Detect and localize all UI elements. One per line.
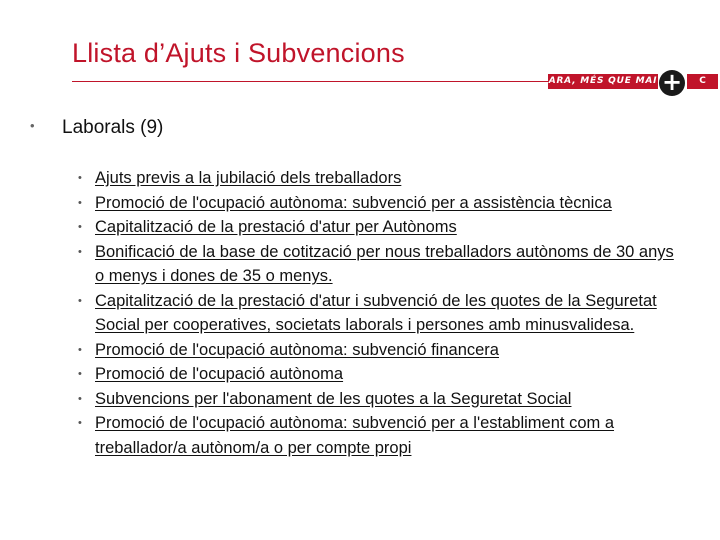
- aid-link[interactable]: Promoció de l'ocupació autònoma: subvenció per a l'establiment com a treballador/a autònom/a o per compte propi: [95, 414, 615, 457]
- bullet-icon: •: [78, 417, 82, 429]
- bullet-icon: •: [78, 172, 82, 184]
- aid-link[interactable]: Capitalització de la prestació d'atur per Autònoms: [95, 218, 457, 236]
- list-item: [78, 387, 678, 412]
- aid-link[interactable]: Promoció de l'ocupació autònoma: subvenció financera: [95, 340, 499, 359]
- list-item: [78, 289, 678, 338]
- list-item: [78, 338, 678, 363]
- aid-link[interactable]: Subvencions per l'abonament de les quotes a la Seguretat Social: [95, 389, 572, 408]
- aid-link[interactable]: Bonificació de la base de cotització per nous treballadors autònoms de 30 anys o menys i dones de 35 o menys.: [95, 242, 674, 285]
- aid-link[interactable]: Promoció de l'ocupació autònoma: [95, 365, 344, 383]
- list-item: [78, 240, 678, 289]
- aid-link[interactable]: Capitalització de la prestació d'atur i subvenció de les quotes de la Seguretat Social per cooperatives, societats laborals i persones amb minusvalidesa.: [95, 291, 657, 334]
- bullet-icon: •: [78, 368, 82, 380]
- section-label: Laborals (9): [62, 117, 164, 138]
- brand-tail: C: [687, 74, 718, 89]
- bullet-icon: •: [78, 294, 82, 307]
- list-item: [78, 215, 678, 240]
- bullet-icon: •: [78, 343, 82, 356]
- aid-link-list: [78, 166, 678, 460]
- list-item: [78, 362, 678, 387]
- list-item: [78, 411, 678, 460]
- list-item: [78, 191, 678, 216]
- aid-link[interactable]: Ajuts previs a la jubilació dels treballadors: [95, 169, 402, 187]
- bullet-icon: •: [30, 118, 35, 133]
- plus-icon: +: [659, 70, 685, 96]
- title-divider: [72, 81, 550, 82]
- brand-tagline: ARA, MÉS QUE MAI: [548, 74, 658, 89]
- bullet-icon: •: [78, 221, 82, 233]
- page-title: Llista d’Ajuts i Subvencions: [72, 38, 405, 68]
- bullet-icon: •: [78, 392, 82, 405]
- aid-link[interactable]: Promoció de l'ocupació autònoma: subvenció per a assistència tècnica: [95, 193, 612, 212]
- bullet-icon: •: [78, 196, 82, 209]
- list-item: [78, 166, 678, 191]
- bullet-icon: •: [78, 245, 82, 258]
- brand-logo: [548, 68, 718, 96]
